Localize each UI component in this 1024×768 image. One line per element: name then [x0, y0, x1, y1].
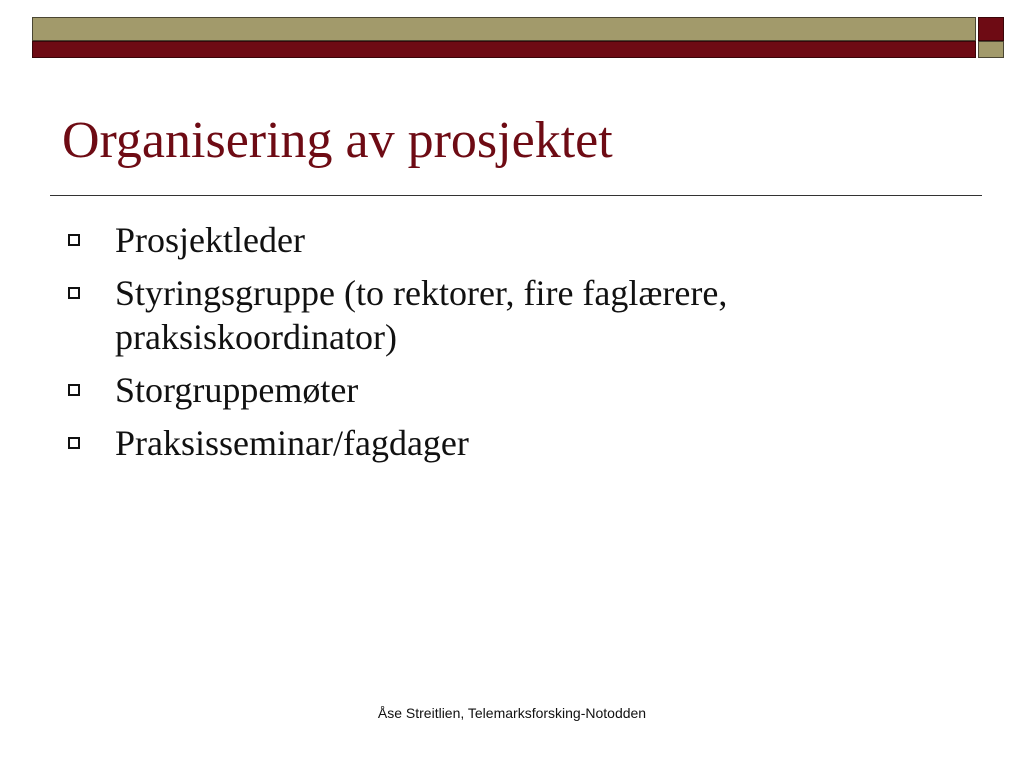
- bullet-text: Styringsgruppe (to rektorer, fire faglærere, praksiskoordinator): [115, 273, 728, 357]
- bullet-item: [64, 368, 964, 412]
- bullet-list: [64, 218, 964, 474]
- title-divider: [50, 195, 982, 196]
- hollow-square-icon: [68, 437, 80, 449]
- bullet-item: [64, 271, 964, 359]
- header-maroon-square: [978, 17, 1004, 41]
- slide-title: Organisering av prosjektet: [62, 112, 613, 169]
- header-olive-square: [978, 41, 1004, 58]
- bullet-text: Prosjektleder: [115, 220, 305, 260]
- bullet-text: Praksisseminar/fagdager: [115, 423, 469, 463]
- hollow-square-icon: [68, 234, 80, 246]
- slide-footer: Åse Streitlien, Telemarksforsking-Notodden: [377, 705, 647, 721]
- bullet-item: [64, 218, 964, 262]
- hollow-square-icon: [68, 287, 80, 299]
- hollow-square-icon: [68, 384, 80, 396]
- header-olive-bar: [32, 17, 976, 41]
- header-maroon-bar: [32, 41, 976, 58]
- bullet-item: [64, 421, 964, 465]
- bullet-text: Storgruppemøter: [115, 370, 359, 410]
